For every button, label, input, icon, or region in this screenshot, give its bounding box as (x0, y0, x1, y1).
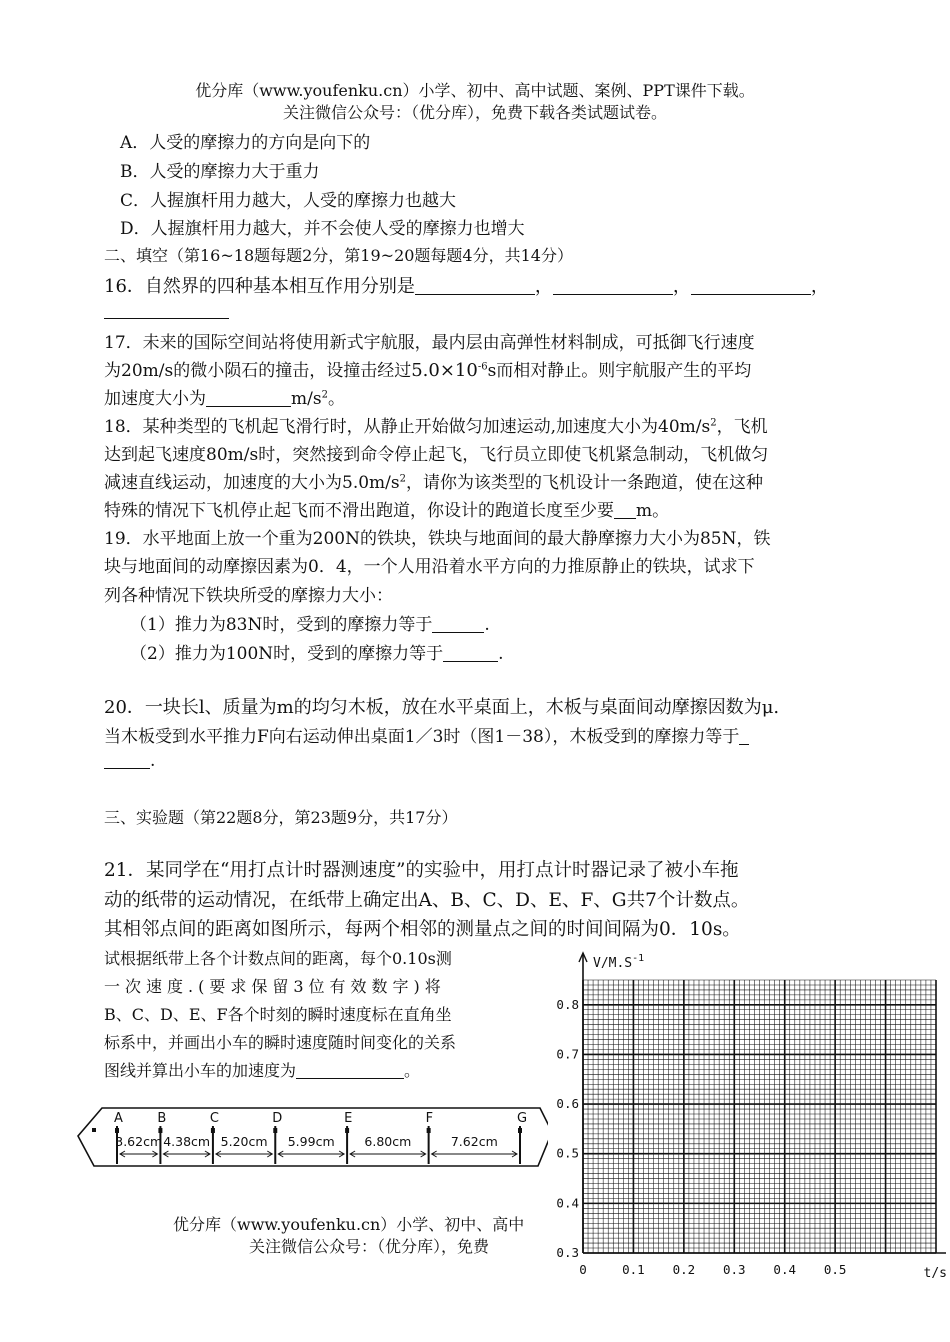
site-footer-line2: 关注微信公众号：（优分库），免费 (249, 1237, 490, 1256)
q21-line5: 一次速度.(要求保留3位有效数字)将 (104, 977, 446, 996)
q21-line8: 图线并算出小车的加速度为 。 (104, 1061, 421, 1080)
tape-point-label: A (114, 1111, 123, 1126)
q19-line1: 19．水平地面上放一个重为200N的铁块，铁块与地面间的最大静摩擦力大小为85N，铁 (104, 529, 771, 549)
tape-point-label: B (157, 1111, 167, 1126)
q20-line2: 当木板受到水平推力F向右运动伸出桌面1／3时（图1－38），木板受到的摩擦力等于 (104, 722, 749, 747)
q21-line2: 动的纸带的运动情况，在纸带上确定出A、B、C、D、E、F、G共7个计数点。 (104, 890, 750, 911)
tape-dot-E (345, 1128, 349, 1133)
y-tick-label: 0.7 (556, 1046, 579, 1062)
q21-blank[interactable] (296, 1062, 404, 1079)
tape-dot-B (158, 1128, 162, 1133)
tape-dot-F (427, 1128, 431, 1133)
q20-blank-start[interactable] (739, 727, 749, 745)
site-header-line1: 优分库（www.youfenku.cn）小学、初中、高中试题、案例、PPT课件下载。 (195, 81, 755, 100)
x-tick-label: 0.2 (672, 1262, 696, 1277)
q18-line4: 特殊的情况下飞机停止起飞而不滑出跑道，你设计的跑道长度至少要 m。 (104, 501, 670, 521)
tape-dot-C (211, 1128, 215, 1133)
q18-line1: 18．某种类型的飞机起飞滑行时，从静止开始做匀加速运动,加速度大小为$40m/s^2$，飞机 (104, 417, 768, 437)
q21-line1: 21．某同学在“用打点计时器测速度”的实验中，用打点计时器记录了被小车拖 (104, 860, 739, 881)
q17-line1: 17．未来的国际空间站将使用新式宇航服，最内层由高弹性材料制成，可抵御飞行速度 (104, 333, 755, 353)
option-c: C．人握旗杆用力越大，人受的摩擦力也越大 (120, 191, 457, 211)
tape-distance-label: 4.38cm (163, 1134, 211, 1149)
option-b: B．人受的摩擦力大于重力 (120, 162, 320, 182)
tape-point-label: F (425, 1111, 434, 1126)
tape-point-label: G (517, 1111, 528, 1126)
site-header-line2: 关注微信公众号：（优分库），免费下载各类试题试卷。 (282, 103, 667, 122)
q21-line3: 其相邻点间的距离如图所示，每两个相邻的测量点之间的时间间隔为0．10s。 (104, 919, 741, 940)
tape-distance-label: 3.62cm (115, 1134, 163, 1149)
x-tick-label: 0.3 (722, 1262, 746, 1277)
q16-blank-4[interactable] (104, 300, 229, 319)
q20-line1: 20．一块长l、质量为m的均匀木板，放在水平桌面上，木板与桌面间动摩擦因数为μ. (104, 697, 780, 718)
y-tick-label: 0.5 (556, 1145, 579, 1161)
q16-blank-2[interactable] (553, 276, 673, 295)
tape-dot-G (518, 1128, 522, 1133)
q17-line3: 加速度大小为 $m/s^2$。 (104, 389, 345, 409)
y-tick-label: 0.3 (556, 1245, 579, 1260)
q16-text: 16．自然界的四种基本相互作用分别是 (104, 276, 415, 297)
q19-sub2: （2）推力为100N时，受到的摩擦力等于 . (130, 644, 504, 664)
tape-point-label: E (344, 1111, 353, 1126)
tape-distance-label: 6.80cm (364, 1134, 412, 1149)
x-axis-label: t/s (923, 1266, 947, 1281)
tape-distance-label: 7.62cm (450, 1134, 498, 1149)
y-tick-label: 0.8 (556, 996, 579, 1012)
x-tick-label: 0.1 (622, 1262, 645, 1277)
velocity-time-graph (548, 948, 948, 1282)
q18-line2: 达到起飞速度80m/s时，突然接到命令停止起飞，飞行员立即使飞机紧急制动，飞机做匀 (104, 445, 769, 465)
q16-blank-1[interactable] (415, 276, 535, 295)
q21-line4: 试根据纸带上各个计数点间的距离，每个0.10s测 (104, 949, 452, 968)
section-experiment-title: 三、实验题（第22题8分，第23题9分，共17分） (104, 808, 458, 827)
tape-dot-D (273, 1128, 277, 1133)
q19-line2: 块与地面间的动摩擦因素为0．4，一个人用沿着水平方向的力推原静止的铁块，试求下 (104, 557, 755, 577)
x-tick-label: 0.5 (823, 1262, 847, 1277)
tape-distance-label: 5.99cm (287, 1134, 335, 1149)
x-tick-label: 0.4 (773, 1262, 797, 1277)
q16-blank-3[interactable] (691, 276, 811, 295)
y-axis-label: $V/M.S^{-1}$ (593, 953, 645, 971)
section-fill-in-title: 二、填空（第16~18题每题2分，第19~20题每题4分，共14分） (104, 246, 573, 265)
question-16: 16．自然界的四种基本相互作用分别是 ， ， ， (104, 276, 829, 297)
q19-line3: 列各种情况下铁块所受的摩擦力大小： (104, 586, 393, 606)
tape-start-dot (92, 1128, 96, 1132)
option-a: A．人受的摩擦力的方向是向下的 (120, 133, 371, 153)
paper-tape-diagram (70, 1100, 555, 1172)
q21-line6: B、C、D、E、F各个时刻的瞬时速度标在直角坐 (104, 1005, 452, 1024)
q17-line2: 为20m/s的微小陨石的撞击，设撞击经过$5.0\times 10^{-6}s$而相对静止。则宇航服产生的平均 (104, 360, 752, 381)
q21-line7: 标系中，并画出小车的瞬时速度随时间变化的关系 (104, 1033, 457, 1052)
y-tick-label: 0.6 (556, 1096, 579, 1112)
tape-point-label: D (272, 1111, 283, 1126)
tape-point-label: C (209, 1111, 220, 1126)
q19-sub1: （1）推力为83N时，受到的摩擦力等于 . (130, 615, 490, 635)
x-tick-label: 0 (579, 1262, 587, 1277)
q20-blank[interactable] (104, 751, 150, 769)
q19-blank-1[interactable] (432, 615, 484, 633)
q18-blank[interactable] (614, 501, 636, 519)
site-footer-line1: 优分库（www.youfenku.cn）小学、初中、高中 (173, 1215, 525, 1234)
y-tick-label: 0.4 (556, 1195, 579, 1211)
tape-distance-label: 5.20cm (220, 1134, 268, 1149)
option-d: D．人握旗杆用力越大，并不会使人受的摩擦力也增大 (120, 219, 525, 239)
q17-blank[interactable] (206, 389, 291, 407)
q20-line3: . (104, 751, 155, 771)
q19-blank-2[interactable] (443, 644, 498, 662)
q18-line3: 减速直线运动，加速度的大小为$5.0m/s^2$，请你为该类型的飞机设计一条跑道，使在这种 (104, 473, 763, 493)
tape-dot-A (115, 1128, 119, 1133)
